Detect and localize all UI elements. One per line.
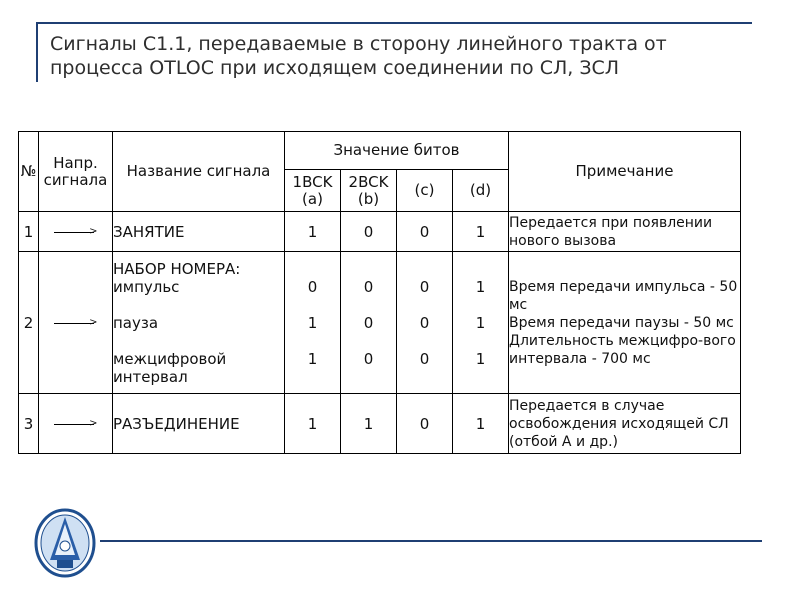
- signal-note: Передается при появлении нового вызова: [509, 212, 741, 252]
- bit-d-value: 1: [453, 394, 509, 454]
- header-bit-b: 2BCK (b): [341, 170, 397, 212]
- direction-cell: [39, 394, 113, 454]
- table-row: [19, 394, 741, 454]
- bit-d-impulse: 1: [475, 277, 486, 296]
- header-direction: Напр. сигнала: [39, 132, 113, 212]
- header-name: Название сигнала: [113, 132, 285, 212]
- footer-line: [100, 540, 762, 542]
- bit-a-value: 1: [285, 212, 341, 252]
- slide-title: Сигналы С1.1, передаваемые в сторону линейного тракта от процесса OTLOC при исходящем соединении по СЛ, ЗСЛ: [50, 33, 667, 79]
- signal-name: РАЗЪЕДИНЕНИЕ: [113, 394, 285, 454]
- bit-a-value: 1: [285, 394, 341, 454]
- bit-b-interdigit: 0: [363, 349, 374, 368]
- signal-name-impulse: импульс: [113, 277, 180, 296]
- header-bit-a: 1BCK (a): [285, 170, 341, 212]
- title-accent-horizontal-line: [36, 22, 752, 24]
- header-num: №: [19, 132, 39, 212]
- bit-a-pause: 1: [307, 313, 318, 332]
- right-arrow-icon: >: [54, 318, 98, 328]
- header-bit-c: (c): [397, 170, 453, 212]
- signal-note-group: [509, 252, 741, 394]
- bit-c-value: 0: [397, 212, 453, 252]
- note-impulse: Время передачи импульса - 50 мс: [509, 278, 738, 313]
- direction-cell: [39, 212, 113, 252]
- bit-a-interdigit: 1: [307, 349, 318, 368]
- direction-cell: [39, 252, 113, 394]
- bit-b-pause: 0: [363, 313, 374, 332]
- row-number: 2: [19, 252, 39, 394]
- signal-name-header: НАБОР НОМЕРА:: [113, 259, 241, 278]
- bit-c-pause: 0: [419, 313, 430, 332]
- university-logo-icon: [34, 508, 96, 578]
- bit-b-value: 0: [341, 212, 397, 252]
- signal-note: Передается в случае освобождения исходящей СЛ (отбой А и др.): [509, 394, 741, 454]
- note-interdigit: Длительность межцифро-вого интервала - 700 мс: [509, 332, 736, 367]
- right-arrow-icon: >: [54, 227, 98, 237]
- signal-name-pause: пауза: [113, 313, 159, 332]
- bit-b-values: [341, 252, 397, 394]
- table-row: [19, 212, 741, 252]
- bit-d-value: 1: [453, 212, 509, 252]
- right-arrow-icon: >: [54, 419, 98, 429]
- bit-b-impulse: 0: [363, 277, 374, 296]
- bit-b-value: 1: [341, 394, 397, 454]
- signal-name-group: [113, 252, 285, 394]
- bit-c-values: [397, 252, 453, 394]
- bit-d-interdigit: 1: [475, 349, 486, 368]
- bit-c-value: 0: [397, 394, 453, 454]
- header-note: Примечание: [509, 132, 741, 212]
- title-accent-vertical-line: [36, 22, 38, 82]
- bit-c-impulse: 0: [419, 277, 430, 296]
- bit-d-values: [453, 252, 509, 394]
- header-bit-d: (d): [453, 170, 509, 212]
- bit-d-pause: 1: [475, 313, 486, 332]
- signal-name: ЗАНЯТИЕ: [113, 212, 285, 252]
- row-number: 3: [19, 394, 39, 454]
- row-number: 1: [19, 212, 39, 252]
- bit-c-interdigit: 0: [419, 349, 430, 368]
- title-area: [36, 14, 746, 79]
- signals-table: [18, 131, 741, 454]
- header-bits-group: Значение битов: [285, 132, 509, 170]
- signal-name-interdigit: межцифровой интервал: [113, 349, 227, 386]
- table-row: [19, 252, 741, 394]
- bit-a-impulse: 0: [307, 277, 318, 296]
- note-pause: Время передачи паузы - 50 мс: [509, 314, 734, 331]
- bit-a-values: [285, 252, 341, 394]
